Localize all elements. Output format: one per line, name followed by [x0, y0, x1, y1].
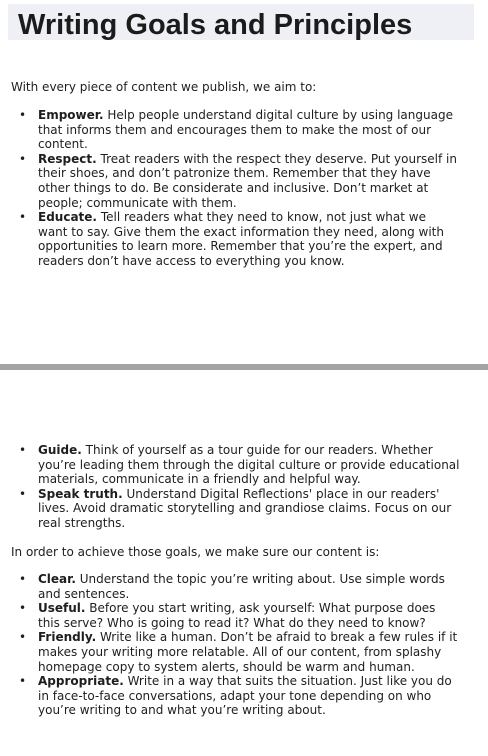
list-item: • Friendly. Write like a human. Don’t be afraid to break a few rules if it makes your writing more relatable. All of our content, from splashy homepage copy to system alerts, should be warm and human.	[0, 630, 478, 674]
list-item: • Educate. Tell readers what they need to know, not just what we want to say. Give them the exact information they need, along with opportunities to learn more. Remember that you’re the expert, and readers don’t have access to everything you know.	[0, 210, 478, 268]
list-item-term: Useful.	[38, 601, 86, 616]
list-item-term: Friendly.	[38, 630, 97, 645]
title-bar	[8, 4, 474, 40]
principles-list	[0, 108, 478, 269]
list-item-term: Educate.	[38, 210, 97, 225]
goals-intro-text: In order to achieve those goals, we make sure our content is:	[11, 545, 380, 559]
list-item-term: Clear.	[38, 572, 76, 586]
list-item-term: Empower.	[38, 108, 104, 122]
page-divider	[0, 364, 488, 370]
list-item: • Speak truth. Understand Digital Reflections' place in our readers' lives. Avoid dramatic storytelling and grandiose claims. Focus on our real strengths.	[0, 487, 478, 531]
qualities-list	[0, 572, 478, 718]
list-item: • Useful. Before you start writing, ask yourself: What purpose does this serve? Who is going to read it? What do they need to know?	[0, 601, 478, 630]
page-title: Writing Goals and Principles	[18, 9, 413, 41]
intro-text: With every piece of content we publish, we aim to:	[11, 80, 317, 94]
list-item: • Appropriate. Write in a way that suits the situation. Just like you do in face-to-face conversations, adapt your tone depending on who you’re writing to and what you’re writing about.	[0, 674, 478, 718]
list-item: • Guide. Think of yourself as a tour guide for our readers. Whether you’re leading them through the digital culture or provide educational materials, communicate in a friendly and helpful way.	[0, 443, 478, 487]
list-item-term: Appropriate.	[38, 674, 124, 689]
list-item: • Respect. Treat readers with the respect they deserve. Put yourself in their shoes, and don’t patronize them. Remember that they have other things to do. Be considerate and inclusive. Don’t market at people; communicate with them.	[0, 152, 478, 210]
list-item-term: Speak truth.	[38, 486, 123, 501]
list-item-term: Respect.	[38, 151, 97, 166]
principles-list-continued	[0, 443, 478, 531]
list-item-term: Guide.	[38, 443, 82, 457]
list-item: • Empower. Help people understand digital culture by using language that informs them and encourages them to make the most of our content.	[0, 108, 478, 152]
list-item: • Clear. Understand the topic you’re writing about. Use simple words and sentences.	[0, 572, 478, 601]
